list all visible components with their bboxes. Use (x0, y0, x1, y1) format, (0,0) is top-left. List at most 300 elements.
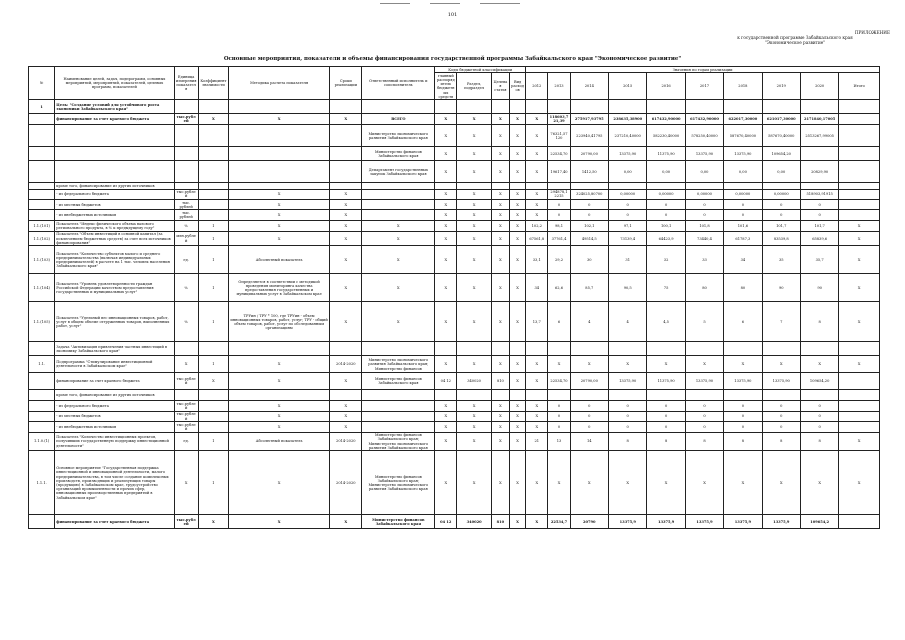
row-number-cell: 1.1.1. (29, 451, 55, 515)
row-code-item-cell (491, 342, 509, 356)
row-year-value-cell: 324025,80700 (570, 189, 608, 199)
row-year-value-cell: 0 (685, 401, 723, 411)
row-year-value-cell: 73440,4 (685, 231, 723, 246)
row-code-section-cell: X (457, 411, 491, 421)
row-year-value-cell: 0,00 (762, 161, 800, 183)
row-year-value-cell: 90 (762, 274, 800, 302)
row-executor-cell: X (362, 246, 435, 274)
row-code-grbs-cell: X (435, 401, 457, 411)
row-name-cell (55, 125, 174, 147)
row-year-value-cell: 34 (526, 274, 548, 302)
top-rule-mid (430, 3, 460, 4)
row-code-vr-cell: X (509, 411, 525, 421)
row-year-value-cell: 85,7 (570, 274, 608, 302)
row-coef-cell (198, 147, 228, 161)
row-year-value-cell: 0 (685, 200, 723, 210)
row-code-vr-cell (509, 342, 525, 356)
row-year-value-cell (724, 100, 762, 114)
row-term-cell: X (330, 210, 362, 220)
table-row (29, 125, 880, 147)
row-year-value-cell: 20790,00 (570, 147, 608, 161)
row-year-value-cell: 0 (609, 401, 647, 411)
row-code-vr-cell: X (509, 210, 525, 220)
row-code-section-cell: X (457, 147, 491, 161)
row-coef-cell (198, 390, 228, 401)
row-term-cell (330, 100, 362, 114)
row-coef-cell: 1 (198, 274, 228, 302)
row-year-value-cell: 33,1 (526, 246, 548, 274)
row-executor-cell (362, 342, 435, 356)
row-year-value-cell: 0 (685, 411, 723, 421)
row-year-value-cell: 8 (647, 432, 685, 451)
row-year-value-cell: 621017,30000 (762, 114, 800, 125)
row-method-cell (229, 342, 330, 356)
row-name-cell: финансирование за счет краевого бюджета (55, 373, 174, 390)
row-year-value-cell: 0 (647, 411, 685, 421)
row-code-section-cell: 340020 (457, 515, 491, 529)
row-code-section-cell: X (457, 220, 491, 231)
row-term-cell: X (330, 246, 362, 274)
row-year-value-cell: 0 (570, 210, 608, 220)
row-year-value-cell: 13375,9 (724, 515, 762, 529)
row-year-value-cell: 13375,90 (724, 373, 762, 390)
row-year-value-cell: X (526, 451, 548, 515)
row-code-section-cell (457, 100, 491, 114)
row-executor-cell: Министерство экономического развития Забайкальского края (362, 125, 435, 147)
row-code-vr-cell: X (509, 147, 525, 161)
row-year-value-cell: 13375,9 (762, 515, 800, 529)
row-term-cell: X (330, 189, 362, 199)
row-year-value-cell (609, 390, 647, 401)
row-code-grbs-cell (435, 100, 457, 114)
row-year-value-cell: 102,1 (570, 220, 608, 231)
row-year-value-cell: 13375,90 (685, 147, 723, 161)
row-method-cell: Абсолютный показатель (229, 432, 330, 451)
header-year: 2015 (609, 73, 647, 100)
row-year-value-cell: 0 (724, 200, 762, 210)
row-year-value-cell: 0 (548, 210, 570, 220)
row-total-cell: X (839, 274, 880, 302)
row-year-value-cell: 65839,6 (800, 231, 838, 246)
row-year-value-cell: 0 (609, 422, 647, 432)
row-total-cell: X (839, 302, 880, 342)
row-code-grbs-cell: 04 12 (435, 373, 457, 390)
row-year-value-cell: 13 (548, 432, 570, 451)
row-year-value-cell: 109654,20 (762, 147, 800, 161)
row-coef-cell: 1 (198, 432, 228, 451)
row-code-item-cell (491, 100, 509, 114)
row-code-grbs-cell: X (435, 432, 457, 451)
row-coef-cell (198, 342, 228, 356)
table-row (29, 274, 880, 302)
row-term-cell (330, 147, 362, 161)
row-code-grbs-cell: X (435, 451, 457, 515)
table-row (29, 189, 880, 199)
row-total-cell: X (839, 432, 880, 451)
row-method-cell: X (229, 515, 330, 529)
row-code-grbs-cell: X (435, 161, 457, 183)
row-year-value-cell: 0 (548, 401, 570, 411)
row-method-cell: X (229, 220, 330, 231)
row-executor-cell (362, 200, 435, 210)
row-method-cell: X (229, 451, 330, 515)
row-year-value-cell: 587670,40000 (762, 125, 800, 147)
row-year-value-cell: 4 (609, 302, 647, 342)
row-year-value-cell: X (762, 451, 800, 515)
row-year-value-cell: X (526, 210, 548, 220)
row-code-item-cell: X (491, 200, 509, 210)
row-coef-cell (198, 125, 228, 147)
row-year-value-cell (685, 342, 723, 356)
row-year-value-cell: 0 (762, 210, 800, 220)
row-year-value-cell: 0 (647, 422, 685, 432)
row-year-value-cell: 238635,38900 (609, 114, 647, 125)
row-year-value-cell: 13375,90 (609, 147, 647, 161)
row-year-value-cell (609, 100, 647, 114)
table-row (29, 100, 880, 114)
row-year-value-cell: 294878,12215 (548, 189, 570, 199)
row-year-value-cell: X (526, 515, 548, 529)
row-year-value-cell (647, 390, 685, 401)
row-unit-cell: ед. (174, 246, 198, 274)
row-year-value-cell: 109654,20 (800, 373, 838, 390)
row-method-cell: X (229, 373, 330, 390)
row-name-cell: финансирование за счет краевого бюджета (55, 515, 174, 529)
row-total-cell: X (839, 220, 880, 231)
row-year-value-cell: 19617,40 (548, 161, 570, 183)
row-coef-cell: 1 (198, 356, 228, 373)
row-year-value-cell (762, 100, 800, 114)
header-year: 2018 (724, 73, 762, 100)
row-term-cell (330, 390, 362, 401)
row-method-cell: Абсолютный показатель (229, 246, 330, 274)
row-year-value-cell (548, 100, 570, 114)
row-year-value-cell: X (609, 356, 647, 373)
row-code-section-cell: X (457, 401, 491, 411)
row-code-grbs-cell: X (435, 114, 457, 125)
row-term-cell: 2014-2020 (330, 451, 362, 515)
table-row (29, 342, 880, 356)
appendix-title: ПРИЛОЖЕНИЕ (854, 30, 890, 35)
row-coef-cell: 1 (198, 231, 228, 246)
row-total-cell (839, 373, 880, 390)
row-method-cell: X (229, 422, 330, 432)
row-year-value-cell: 97,1 (609, 220, 647, 231)
header-code-item: Целевая статья (491, 73, 509, 100)
row-code-section-cell: X (457, 302, 491, 342)
row-unit-cell: X (174, 451, 198, 515)
row-term-cell (330, 125, 362, 147)
row-code-grbs-cell: X (435, 200, 457, 210)
row-unit-cell (174, 125, 198, 147)
row-year-value-cell: 100,1 (647, 220, 685, 231)
row-year-value-cell: 6 (724, 302, 762, 342)
row-unit-cell: тыс.рублей (174, 422, 198, 432)
row-year-value-cell: 5 (685, 302, 723, 342)
row-code-item-cell: X (491, 147, 509, 161)
row-executor-cell: X (362, 220, 435, 231)
row-year-value-cell: 0 (762, 401, 800, 411)
program-table (28, 66, 880, 529)
row-code-grbs-cell: X (435, 147, 457, 161)
row-coef-cell: X (198, 373, 228, 390)
row-unit-cell: тыс. рублей (174, 200, 198, 210)
row-year-value-cell: 2171840,17005 (800, 114, 838, 125)
row-year-value-cell: 22534,70 (548, 373, 570, 390)
row-year-value-cell: X (724, 356, 762, 373)
row-number-cell (29, 373, 55, 390)
row-total-cell (839, 390, 880, 401)
row-code-grbs-cell: X (435, 246, 457, 274)
row-number-cell: 1.1.(105) (29, 302, 55, 342)
row-year-value-cell: 4 (570, 302, 608, 342)
row-year-value-cell: 35 (762, 246, 800, 274)
row-method-cell (229, 147, 330, 161)
row-year-value-cell: X (800, 451, 838, 515)
row-unit-cell: тыс.рублей (174, 373, 198, 390)
row-unit-cell: % (174, 274, 198, 302)
row-year-value-cell: 90,5 (609, 274, 647, 302)
row-year-value-cell: X (548, 356, 570, 373)
row-coef-cell: 1 (198, 246, 228, 274)
row-year-value-cell: 37761,4 (548, 231, 570, 246)
row-term-cell: X (330, 274, 362, 302)
row-name-cell: кроме того, финансирование из других источников (55, 390, 174, 401)
row-year-value-cell: X (800, 356, 838, 373)
row-number-cell (29, 401, 55, 411)
header-term: Сроки реализации (330, 67, 362, 100)
row-term-cell: 2014-2020 (330, 432, 362, 451)
header-year: 2012 (526, 73, 548, 100)
row-unit-cell: тыс.рублей (174, 411, 198, 421)
row-method-cell (229, 125, 330, 147)
row-year-value-cell: 11375,90 (647, 147, 685, 161)
row-year-value-cell: 109654,2 (800, 515, 838, 529)
row-term-cell: X (330, 114, 362, 125)
row-unit-cell (174, 161, 198, 183)
row-year-value-cell: 20790 (570, 515, 608, 529)
row-code-section-cell (457, 342, 491, 356)
row-unit-cell (174, 100, 198, 114)
row-year-value-cell: X (548, 451, 570, 515)
document-title: Основные мероприятия, показатели и объемы финансирования государственной программы Забайкальского края "Экономическое развитие" (223, 56, 682, 62)
row-code-vr-cell: X (509, 189, 525, 199)
row-year-value-cell: 1412,50 (570, 161, 608, 183)
row-code-item-cell: X (491, 246, 509, 274)
row-code-vr-cell: X (509, 432, 525, 451)
row-year-value-cell: 22534,7 (548, 515, 570, 529)
row-year-value-cell: 0 (762, 422, 800, 432)
row-code-item-cell: 810 (491, 373, 509, 390)
row-year-value-cell: 0,00000 (762, 189, 800, 199)
row-coef-cell: 1 (198, 451, 228, 515)
row-method-cell: X (229, 411, 330, 421)
row-year-value-cell (526, 100, 548, 114)
row-year-value-cell: X (647, 451, 685, 515)
row-year-value-cell: 31 (609, 246, 647, 274)
row-year-value-cell: X (526, 147, 548, 161)
row-code-section-cell: X (457, 451, 491, 515)
row-year-value-cell: 90 (800, 274, 838, 302)
row-year-value-cell (647, 100, 685, 114)
row-term-cell: X (330, 422, 362, 432)
row-executor-cell: X (362, 274, 435, 302)
row-year-value-cell: 13375,90 (762, 373, 800, 390)
row-code-section-cell: X (457, 210, 491, 220)
row-code-vr-cell: X (509, 515, 525, 529)
row-code-item-cell: X (491, 411, 509, 421)
row-code-section-cell: X (457, 246, 491, 274)
row-year-value-cell: 0 (609, 411, 647, 421)
row-number-cell (29, 342, 55, 356)
row-year-value-cell: 0 (647, 200, 685, 210)
row-year-value-cell: 13375,90 (685, 373, 723, 390)
row-method-cell (229, 161, 330, 183)
row-code-item-cell: X (491, 161, 509, 183)
row-code-item-cell: X (491, 210, 509, 220)
row-year-value-cell (800, 100, 838, 114)
appendix-block (700, 30, 890, 45)
row-code-section-cell: X (457, 274, 491, 302)
appendix-line-2: "Экономическое развитие" (764, 40, 826, 45)
row-number-cell (29, 200, 55, 210)
row-executor-cell (362, 390, 435, 401)
row-year-value-cell: 7 (762, 302, 800, 342)
row-year-value-cell (724, 390, 762, 401)
row-year-value-cell: 8 (724, 432, 762, 451)
row-coef-cell (198, 422, 228, 432)
row-number-cell (29, 390, 55, 401)
row-year-value-cell (609, 342, 647, 356)
row-total-cell: X (839, 356, 880, 373)
row-year-value-cell: 0 (724, 422, 762, 432)
row-code-vr-cell: X (509, 200, 525, 210)
row-executor-cell: Министерство финансов Забайкальского края; Министерство экономического развития Забайкальского края (362, 432, 435, 451)
row-year-value-cell: 13375,9 (685, 515, 723, 529)
row-method-cell: X (229, 189, 330, 199)
row-name-cell: финансирование за счет краевого бюджета (55, 114, 174, 125)
row-year-value-cell: 0 (800, 411, 838, 421)
row-term-cell: X (330, 411, 362, 421)
row-code-section-cell: X (457, 356, 491, 373)
row-year-value-cell: X (526, 125, 548, 147)
row-year-value-cell: 0 (647, 401, 685, 411)
row-executor-cell: ВСЕГО (362, 114, 435, 125)
row-code-item-cell: X (491, 422, 509, 432)
row-year-value-cell: X (685, 451, 723, 515)
row-year-value-cell: 0,00000 (685, 189, 723, 199)
row-executor-cell: Министерство финансов Забайкальского края (362, 373, 435, 390)
row-year-value-cell: 0 (724, 401, 762, 411)
row-year-value-cell: X (526, 114, 548, 125)
row-year-value-cell: X (526, 189, 548, 199)
row-year-value-cell (548, 342, 570, 356)
row-executor-cell: Департамент государственных закупок Забайкальского края (362, 161, 435, 183)
row-coef-cell: X (198, 114, 228, 125)
row-year-value-cell: X (724, 451, 762, 515)
row-code-item-cell: X (491, 125, 509, 147)
row-coef-cell (198, 210, 228, 220)
table-row (29, 200, 880, 210)
row-total-cell (839, 147, 880, 161)
row-name-cell: Показатель "Уровень удовлетворенности граждан Российской Федерации качеством предоставления государственных и муниципальных услуг" (55, 274, 174, 302)
table-row (29, 411, 880, 421)
row-year-value-cell: 0 (762, 411, 800, 421)
row-name-cell: - из внебюджетных источников (55, 422, 174, 432)
row-year-value-cell: 118603,721,39 (549, 115, 569, 124)
row-code-vr-cell (509, 390, 525, 401)
row-year-value-cell: 8 (762, 432, 800, 451)
row-name-cell: кроме того, финансирование из других источников (55, 183, 174, 189)
row-total-cell: X (839, 246, 880, 274)
row-year-value-cell: 587670,40000 (724, 125, 762, 147)
row-code-grbs-cell: X (435, 422, 457, 432)
row-total-cell (839, 210, 880, 220)
row-year-value-cell: 0,00 (609, 161, 647, 183)
row-number-cell (29, 210, 55, 220)
row-name-cell: - из федерального бюджета (55, 401, 174, 411)
row-code-section-cell: X (457, 114, 491, 125)
top-rule-right (480, 3, 520, 4)
row-code-vr-cell: X (509, 161, 525, 183)
row-total-cell (839, 411, 880, 421)
row-year-value-cell: 0,00000 (724, 189, 762, 199)
row-executor-cell: Министерство финансов Забайкальского края (362, 147, 435, 161)
row-number-cell: 1.1.(102) (29, 231, 55, 246)
table-row (29, 147, 880, 161)
row-year-value-cell: 275917,93795 (570, 114, 608, 125)
row-year-value-cell: 0,00000 (609, 189, 647, 199)
row-year-value-cell: 67561,8 (526, 231, 548, 246)
row-year-value-cell: 0 (570, 411, 608, 421)
row-year-value-cell (762, 342, 800, 356)
row-year-value-cell: X (526, 422, 548, 432)
row-year-value-cell: 223940,41795 (570, 125, 608, 147)
row-number-cell (29, 422, 55, 432)
row-year-value-cell: 14 (570, 432, 608, 451)
row-coef-cell (198, 401, 228, 411)
row-year-value-cell: 98,1 (548, 220, 570, 231)
row-year-value-cell: 6 (548, 302, 570, 342)
row-year-value-cell: 35,7 (800, 246, 838, 274)
header-year: 2016 (647, 73, 685, 100)
row-year-value-cell: 0 (762, 200, 800, 210)
row-code-vr-cell: X (509, 373, 525, 390)
row-year-value-cell: 2513267,99005 (800, 125, 838, 147)
row-year-value-cell: 101,6 (724, 220, 762, 231)
row-total-cell: X (839, 231, 880, 246)
appendix-line-1: к государственной программе Забайкальского края (737, 35, 853, 40)
header-num: № (29, 67, 55, 100)
row-year-value-cell: 0,00000 (647, 189, 685, 199)
row-year-value-cell: 622017,30000 (724, 114, 762, 125)
row-number-cell (29, 515, 55, 529)
row-unit-cell: тыс.рублей (174, 114, 198, 125)
row-year-value-cell: 0 (724, 411, 762, 421)
row-unit-cell: % (174, 220, 198, 231)
row-year-value-cell: 13,7 (526, 302, 548, 342)
row-year-value-cell (800, 390, 838, 401)
row-code-grbs-cell: X (435, 189, 457, 199)
row-code-item-cell: X (491, 189, 509, 199)
row-year-value-cell: 4,5 (647, 302, 685, 342)
row-name-cell: - из местных бюджетов (55, 200, 174, 210)
row-year-value-cell: 80 (685, 274, 723, 302)
row-year-value-cell: 0 (548, 200, 570, 210)
row-year-value-cell: 578250,40000 (685, 125, 723, 147)
row-executor-cell (362, 189, 435, 199)
row-year-value-cell: X (685, 356, 723, 373)
